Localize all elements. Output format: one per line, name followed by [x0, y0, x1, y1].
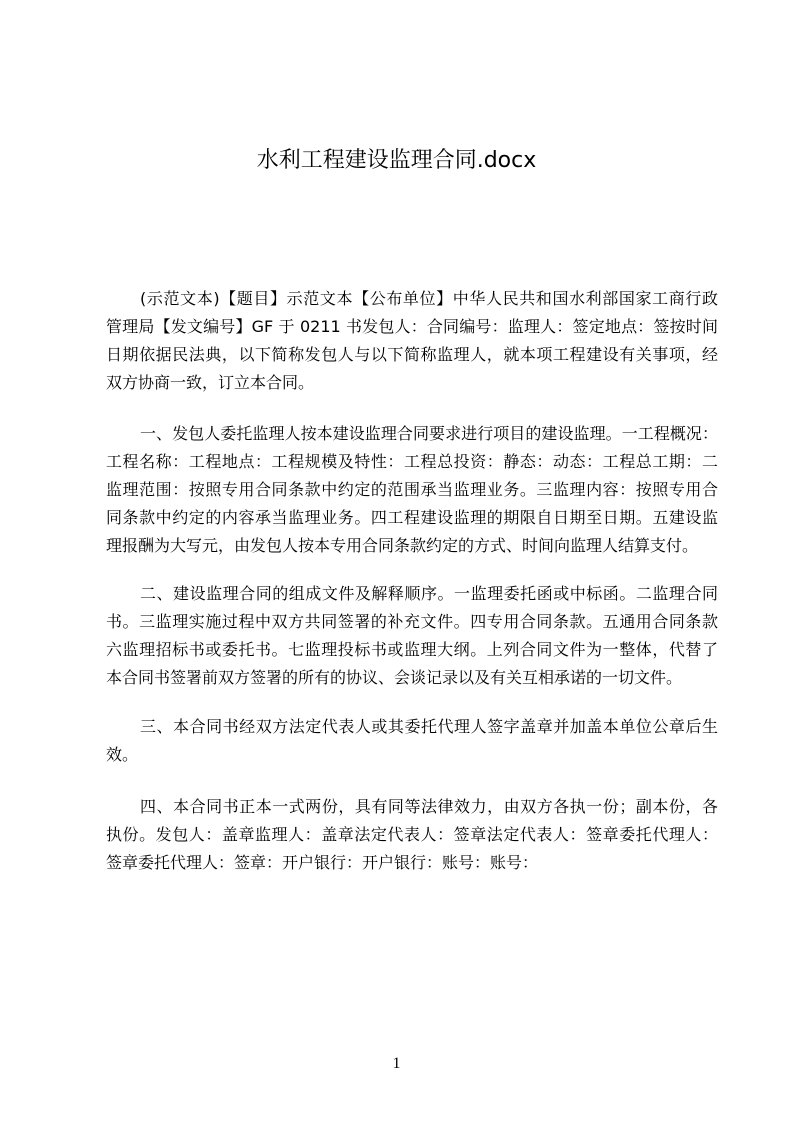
paragraph-section-4 — [106, 793, 718, 877]
paragraph-section-3 — [106, 713, 718, 769]
text-line: 效。 — [106, 745, 139, 764]
text-line: 四、本合同书正本一式两份，具有同等法律效力，由双方各执一份；副本份，各 — [140, 797, 718, 816]
text-line: 执份。发包人：盖章监理人：盖章法定代表人：签章法定代表人：签章委托代理人： — [106, 825, 718, 844]
text-line: 监理范围：按照专用合同条款中约定的范围承当监理业务。三监理内容：按照专用合 — [106, 480, 718, 499]
text-line: 本合同书签署前双方签署的所有的协议、会谈记录以及有关互相承诺的一切文件。 — [106, 668, 683, 687]
text-line: 三、本合同书经双方法定代表人或其委托代理人签字盖章并加盖本单位公章后生 — [140, 717, 718, 736]
text-line: 双方协商一致，订立本合同。 — [106, 373, 315, 392]
text-line: 日期依据民法典，以下简称发包人与以下简称监理人，就本项工程建设有关事项，经 — [106, 345, 718, 364]
paragraph-section-1 — [106, 420, 718, 560]
text-line: 一、发包人委托监理人按本建设监理合同要求进行项目的建设监理。一工程概况： — [140, 424, 718, 443]
paragraph-intro — [106, 285, 718, 397]
document-title: 水利工程建设监理合同.docx — [256, 148, 537, 173]
paragraph-section-2 — [106, 580, 718, 692]
page-number: 1 — [392, 1055, 401, 1072]
text-line: 理报酬为大写元，由发包人按本专用合同条款约定的方式、时间向监理人结算支付。 — [106, 536, 699, 555]
text-line: 工程名称：工程地点：工程规模及特性：工程总投资：静态：动态：工程总工期：二 — [106, 452, 718, 471]
text-line: (示范文本)【题目】示范文本【公布单位】中华人民共和国水利部国家工商行政 — [140, 289, 718, 308]
text-line: 书。三监理实施过程中双方共同签署的补充文件。四专用合同条款。五通用合同条款 — [106, 612, 718, 631]
text-line: 管理局【发文编号】GF 于 0211 书发包人：合同编号：监理人：签定地点：签按时间 — [106, 317, 718, 336]
text-line: 六监理招标书或委托书。七监理投标书或监理大纲。上列合同文件为一整体，代替了 — [106, 640, 718, 659]
text-line: 二、建设监理合同的组成文件及解释顺序。一监理委托函或中标函。二监理合同 — [140, 584, 718, 603]
text-line: 签章委托代理人：签章：开户银行：开户银行：账号：账号： — [106, 853, 539, 872]
text-line: 同条款中约定的内容承当监理业务。四工程建设监理的期限自日期至日期。五建设监 — [106, 508, 718, 527]
